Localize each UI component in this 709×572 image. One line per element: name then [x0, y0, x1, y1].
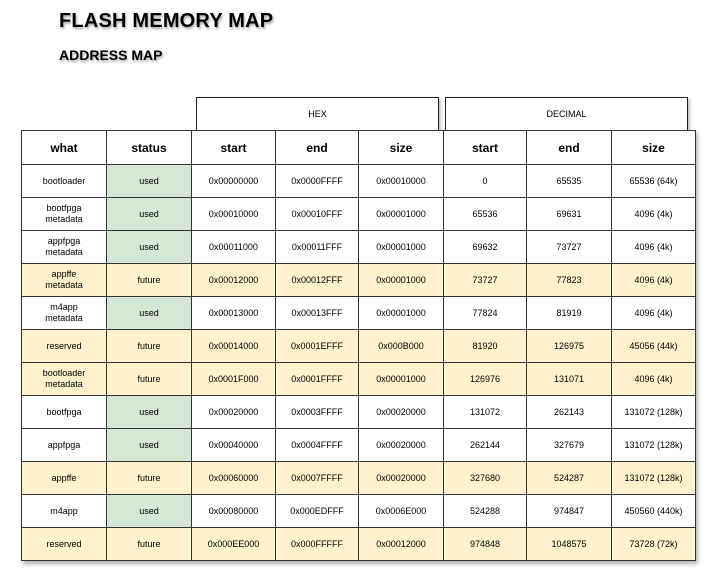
cell-hex-end: 0x0001FFFF: [276, 363, 359, 396]
decimal-group-header: DECIMAL: [445, 97, 688, 130]
cell-hex-size: 0x00020000: [359, 396, 444, 429]
cell-dec-end: 126975: [527, 330, 612, 363]
cell-dec-size: 131072 (128k): [612, 429, 696, 462]
cell-what: m4app: [22, 495, 107, 528]
cell-hex-end: 0x0007FFFF: [276, 462, 359, 495]
table-row: [22, 363, 696, 396]
col-header-what: what: [22, 131, 107, 165]
cell-dec-size: 4096 (4k): [612, 231, 696, 264]
cell-what: m4app metadata: [22, 297, 107, 330]
cell-status: used: [107, 495, 192, 528]
cell-dec-start: 0: [444, 165, 527, 198]
page-subtitle: ADDRESS MAP: [59, 47, 163, 63]
cell-hex-start: 0x00020000: [192, 396, 276, 429]
cell-hex-end: 0x00013FFF: [276, 297, 359, 330]
cell-what: appfpga metadata: [22, 231, 107, 264]
cell-status: future: [107, 363, 192, 396]
cell-dec-start: 81920: [444, 330, 527, 363]
cell-what: reserved: [22, 330, 107, 363]
cell-dec-size: 73728 (72k): [612, 528, 696, 561]
cell-status: future: [107, 462, 192, 495]
cell-hex-size: 0x00001000: [359, 363, 444, 396]
cell-dec-size: 4096 (4k): [612, 363, 696, 396]
table-row: [22, 198, 696, 231]
table-row: [22, 396, 696, 429]
cell-dec-end: 73727: [527, 231, 612, 264]
cell-hex-size: 0x00012000: [359, 528, 444, 561]
cell-hex-size: 0x00020000: [359, 429, 444, 462]
col-header-status: status: [107, 131, 192, 165]
table-row: [22, 528, 696, 561]
cell-what: appffe: [22, 462, 107, 495]
cell-hex-start: 0x00014000: [192, 330, 276, 363]
cell-hex-size: 0x00001000: [359, 264, 444, 297]
cell-dec-start: 126976: [444, 363, 527, 396]
table-row: [22, 429, 696, 462]
table-row: [22, 462, 696, 495]
col-header-dec-end: end: [527, 131, 612, 165]
cell-dec-end: 69631: [527, 198, 612, 231]
cell-what: appffe metadata: [22, 264, 107, 297]
cell-hex-start: 0x00080000: [192, 495, 276, 528]
cell-what: bootfpga: [22, 396, 107, 429]
cell-status: used: [107, 297, 192, 330]
cell-dec-start: 327680: [444, 462, 527, 495]
cell-hex-size: 0x00001000: [359, 231, 444, 264]
cell-dec-start: 524288: [444, 495, 527, 528]
cell-hex-start: 0x00060000: [192, 462, 276, 495]
cell-dec-size: 45056 (44k): [612, 330, 696, 363]
cell-hex-size: 0x0006E000: [359, 495, 444, 528]
cell-what: appfpga: [22, 429, 107, 462]
cell-dec-end: 81919: [527, 297, 612, 330]
cell-dec-end: 974847: [527, 495, 612, 528]
table-row: [22, 330, 696, 363]
cell-hex-start: 0x00012000: [192, 264, 276, 297]
cell-hex-end: 0x00012FFF: [276, 264, 359, 297]
cell-dec-start: 65536: [444, 198, 527, 231]
cell-status: future: [107, 528, 192, 561]
col-header-hex-end: end: [276, 131, 359, 165]
cell-dec-size: 65536 (64k): [612, 165, 696, 198]
cell-hex-end: 0x000EDFFF: [276, 495, 359, 528]
cell-hex-start: 0x00040000: [192, 429, 276, 462]
table-body: [22, 165, 696, 561]
table-row: [22, 165, 696, 198]
cell-dec-end: 65535: [527, 165, 612, 198]
cell-hex-start: 0x00013000: [192, 297, 276, 330]
cell-dec-end: 77823: [527, 264, 612, 297]
cell-hex-end: 0x0001EFFF: [276, 330, 359, 363]
cell-dec-end: 131071: [527, 363, 612, 396]
cell-dec-end: 262143: [527, 396, 612, 429]
cell-status: used: [107, 429, 192, 462]
col-header-dec-size: size: [612, 131, 696, 165]
cell-hex-end: 0x00011FFF: [276, 231, 359, 264]
cell-dec-size: 4096 (4k): [612, 198, 696, 231]
header-row: [22, 131, 696, 165]
cell-dec-end: 524287: [527, 462, 612, 495]
table-row: [22, 264, 696, 297]
cell-hex-start: 0x00011000: [192, 231, 276, 264]
cell-what: reserved: [22, 528, 107, 561]
cell-dec-end: 1048575: [527, 528, 612, 561]
cell-dec-start: 974848: [444, 528, 527, 561]
cell-status: used: [107, 165, 192, 198]
cell-hex-size: 0x000B000: [359, 330, 444, 363]
table-row: [22, 495, 696, 528]
cell-hex-start: 0x00000000: [192, 165, 276, 198]
col-header-dec-start: start: [444, 131, 527, 165]
cell-dec-start: 262144: [444, 429, 527, 462]
cell-dec-start: 77824: [444, 297, 527, 330]
cell-dec-size: 131072 (128k): [612, 396, 696, 429]
cell-hex-start: 0x000EE000: [192, 528, 276, 561]
cell-dec-size: 4096 (4k): [612, 297, 696, 330]
cell-dec-size: 131072 (128k): [612, 462, 696, 495]
cell-hex-end: 0x00010FFF: [276, 198, 359, 231]
hex-group-header: HEX: [196, 97, 439, 130]
cell-status: used: [107, 198, 192, 231]
cell-dec-start: 73727: [444, 264, 527, 297]
cell-hex-size: 0x00020000: [359, 462, 444, 495]
cell-status: future: [107, 264, 192, 297]
cell-status: used: [107, 396, 192, 429]
cell-what: bootloader metadata: [22, 363, 107, 396]
col-header-hex-start: start: [192, 131, 276, 165]
cell-dec-size: 450560 (440k): [612, 495, 696, 528]
cell-hex-start: 0x0001F000: [192, 363, 276, 396]
cell-dec-start: 69632: [444, 231, 527, 264]
page-title: FLASH MEMORY MAP: [59, 10, 274, 32]
cell-status: future: [107, 330, 192, 363]
cell-hex-end: 0x0004FFFF: [276, 429, 359, 462]
cell-hex-end: 0x0003FFFF: [276, 396, 359, 429]
cell-hex-end: 0x0000FFFF: [276, 165, 359, 198]
cell-hex-size: 0x00010000: [359, 165, 444, 198]
cell-dec-end: 327679: [527, 429, 612, 462]
cell-hex-size: 0x00001000: [359, 198, 444, 231]
cell-hex-size: 0x00001000: [359, 297, 444, 330]
cell-status: used: [107, 231, 192, 264]
memory-map-table: [21, 130, 696, 561]
cell-hex-start: 0x00010000: [192, 198, 276, 231]
cell-what: bootfpga metadata: [22, 198, 107, 231]
col-header-hex-size: size: [359, 131, 444, 165]
cell-dec-size: 4096 (4k): [612, 264, 696, 297]
cell-what: bootloader: [22, 165, 107, 198]
table-row: [22, 297, 696, 330]
table-row: [22, 231, 696, 264]
cell-dec-start: 131072: [444, 396, 527, 429]
cell-hex-end: 0x000FFFFF: [276, 528, 359, 561]
